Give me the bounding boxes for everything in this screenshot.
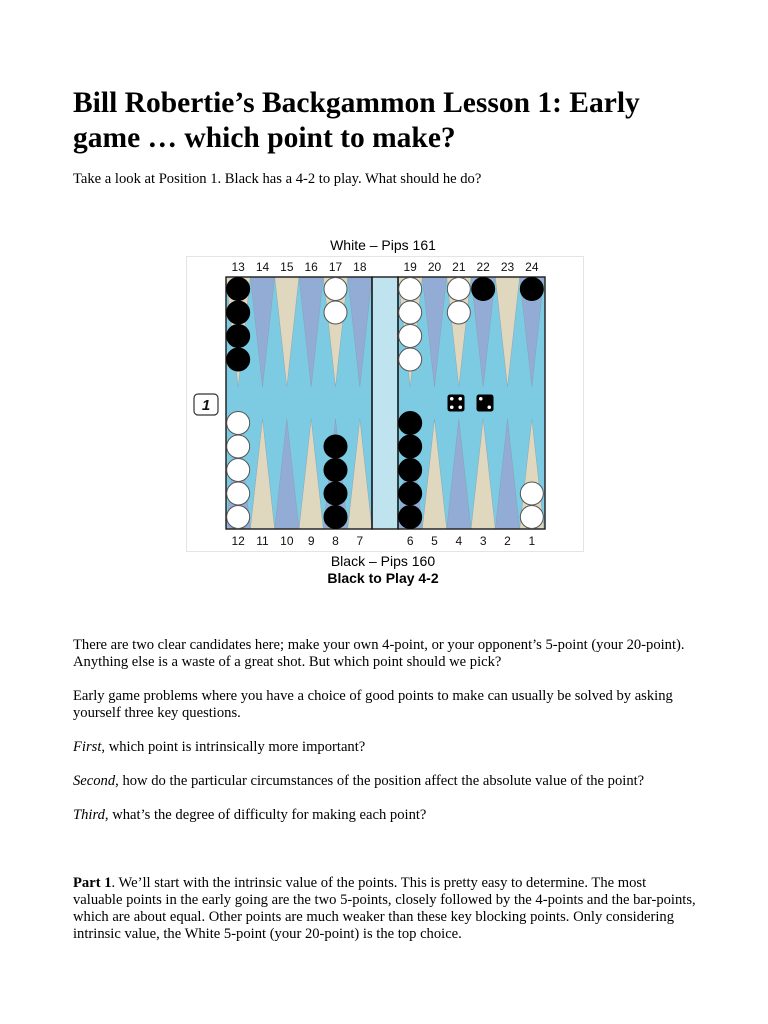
black-checker-point-8: [324, 435, 347, 458]
die-1-pip: [450, 397, 454, 401]
white-checker-point-12: [227, 506, 250, 529]
white-checker-point-21: [447, 301, 470, 324]
part1-paragraph: [73, 875, 698, 943]
black-checker-point-8: [324, 459, 347, 482]
point-number-24: 24: [525, 260, 539, 274]
question-first-text: , which point is intrinsically more important?: [101, 739, 366, 755]
question-third-lead: Third: [73, 807, 105, 823]
point-number-18: 18: [353, 260, 367, 274]
die-2-pip: [479, 397, 483, 401]
board-bar: [372, 277, 398, 529]
die-2-pip: [487, 405, 491, 409]
point-number-3: 3: [479, 534, 487, 548]
white-checker-point-19: [399, 325, 422, 348]
die-1: [448, 395, 465, 412]
black-checker-point-24: [520, 278, 543, 301]
die-1-pip: [450, 405, 454, 409]
intro-paragraph: Take a look at Position 1. Black has a 4-2 to play. What should he do?: [73, 171, 482, 187]
black-checker-point-13: [227, 348, 250, 371]
point-number-7: 7: [356, 534, 364, 548]
point-number-16: 16: [304, 260, 318, 274]
candidates-paragraph: There are two clear candidates here; make your own 4-point, or your opponent’s 5-point (your 20-point). Anything else is a waste of a great shot. But which point should we pick?: [73, 637, 685, 670]
point-number-5: 5: [431, 534, 438, 548]
die-2: [477, 395, 494, 412]
point-number-2: 2: [504, 534, 511, 548]
point-number-20: 20: [427, 260, 442, 274]
question-second-lead: Second: [73, 773, 116, 789]
page-title: Bill Robertie’s Backgammon Lesson 1: Early game … which point to make?: [73, 87, 640, 154]
question-third: [73, 807, 698, 824]
black-pips-label: Black – Pips 160: [330, 553, 436, 569]
point-number-12: 12: [231, 534, 245, 548]
point-number-21: 21: [452, 260, 466, 274]
white-checker-point-12: [227, 412, 250, 435]
black-checker-point-6: [399, 482, 422, 505]
white-checker-point-12: [227, 435, 250, 458]
question-first: [73, 739, 698, 756]
questions-intro-paragraph: Early game problems where you have a choice of good points to make can usually be solved by asking yourself three key questions.: [73, 688, 673, 721]
figure-caption: Black to Play 4-2: [327, 570, 439, 586]
position-number: 1: [201, 397, 211, 414]
point-number-10: 10: [280, 534, 294, 548]
part1-text: . We’ll start with the intrinsic value of the points. This is pretty easy to determine. The most valuable points in the early going are the two 5-points, closely followed by the 4-points and the bar-points, which are about equal. Other points are much weaker than these key blocking points. Only considering intrinsic value, the White 5-point (your 20-point) is the top choice.: [73, 875, 696, 942]
white-pips-label: White – Pips 161: [330, 237, 436, 253]
black-checker-point-13: [227, 301, 250, 324]
backgammon-board: [186, 256, 584, 552]
black-checker-point-13: [227, 325, 250, 348]
backgammon-board-figure: [186, 256, 584, 552]
black-checker-point-13: [227, 278, 250, 301]
point-number-22: 22: [476, 260, 490, 274]
question-first-lead: First: [73, 739, 102, 755]
die-1-pip: [458, 405, 462, 409]
point-number-4: 4: [455, 534, 463, 548]
white-checker-point-1: [520, 482, 543, 505]
point-number-8: 8: [332, 534, 339, 548]
white-checker-point-19: [399, 278, 422, 301]
white-checker-point-12: [227, 482, 250, 505]
point-number-1: 1: [528, 534, 536, 548]
point-number-6: 6: [406, 534, 414, 548]
black-checker-point-6: [399, 506, 422, 529]
point-number-17: 17: [328, 260, 343, 274]
black-checker-point-6: [399, 435, 422, 458]
black-checker-point-22: [472, 278, 495, 301]
white-checker-point-19: [399, 301, 422, 324]
white-checker-point-17: [324, 278, 347, 301]
black-checker-point-8: [324, 482, 347, 505]
point-number-11: 11: [256, 534, 269, 548]
black-checker-point-6: [399, 459, 422, 482]
white-checker-point-19: [399, 348, 422, 371]
die-1-pip: [458, 397, 462, 401]
point-number-9: 9: [307, 534, 315, 548]
white-checker-point-12: [227, 459, 250, 482]
point-number-15: 15: [280, 260, 294, 274]
point-number-13: 13: [231, 260, 245, 274]
question-second: [73, 773, 698, 790]
point-number-19: 19: [403, 260, 417, 274]
white-checker-point-17: [324, 301, 347, 324]
black-checker-point-8: [324, 506, 347, 529]
point-number-14: 14: [255, 260, 270, 274]
white-checker-point-21: [447, 278, 470, 301]
white-checker-point-1: [520, 506, 543, 529]
question-second-text: , how do the particular circumstances of the position affect the absolute value of the point?: [115, 773, 645, 789]
black-checker-point-6: [399, 412, 422, 435]
question-third-text: , what’s the degree of difficulty for making each point?: [104, 807, 427, 823]
part1-lead: Part 1: [73, 875, 112, 891]
point-number-23: 23: [500, 260, 515, 274]
